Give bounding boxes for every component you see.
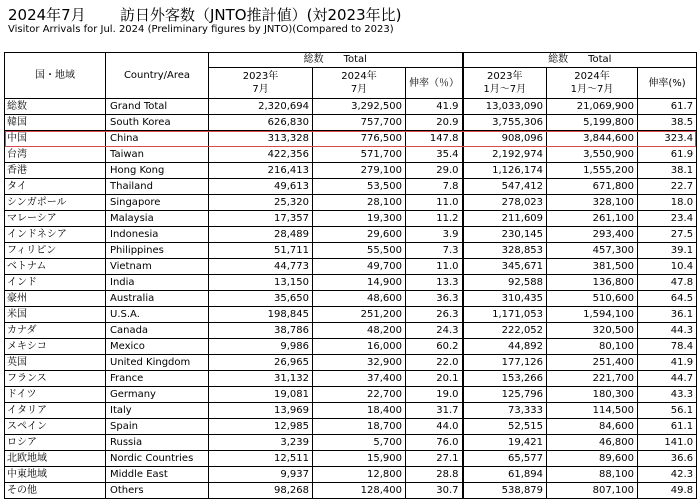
cell-month-rate: 11.0 [406,195,463,211]
cell-cumulative-2023: 153,266 [463,371,547,387]
cell-cumulative-2024: 261,100 [547,211,638,227]
cell-month-rate: 35.4 [406,147,463,163]
cell-month-2024: 29,600 [313,227,406,243]
cell-month-2023: 51,711 [209,243,313,259]
cell-month-rate: 41.9 [406,99,463,115]
table-row [5,371,697,387]
table-row [5,195,697,211]
cell-month-rate: 19.0 [406,387,463,403]
cell-cumulative-2024: 84,600 [547,419,638,435]
cell-cumulative-2023: 65,577 [463,451,547,467]
cell-month-rate: 147.8 [406,131,463,147]
cell-country-ja: フィリピン [5,243,106,259]
table-row [5,147,697,163]
cell-cumulative-rate: 47.8 [638,275,697,291]
cell-cumulative-2024: 136,800 [547,275,638,291]
cell-country-ja: 英国 [5,355,106,371]
cell-month-2023: 17,357 [209,211,313,227]
cell-cumulative-rate: 64.5 [638,291,697,307]
table-row [5,259,697,275]
cell-month-2024: 251,200 [313,307,406,323]
cell-cumulative-2024: 5,199,800 [547,115,638,131]
cell-cumulative-2023: 222,052 [463,323,547,339]
cell-cumulative-2023: 1,126,174 [463,163,547,179]
cell-month-2023: 13,150 [209,275,313,291]
table-row [5,323,697,339]
cell-month-2024: 128,400 [313,483,406,499]
cell-cumulative-rate: 44.3 [638,323,697,339]
cell-month-2023: 26,965 [209,355,313,371]
cell-cumulative-2023: 19,421 [463,435,547,451]
cell-country-en: Germany [106,387,209,403]
cell-cumulative-2024: 381,500 [547,259,638,275]
table-row [5,419,697,435]
cell-cumulative-2024: 1,555,200 [547,163,638,179]
cell-cumulative-2024: 3,550,900 [547,147,638,163]
table-row [5,291,697,307]
cell-month-2024: 19,300 [313,211,406,227]
cell-month-rate: 3.9 [406,227,463,243]
header-month-total: 総数 Total [209,53,463,68]
cell-cumulative-2023: 3,755,306 [463,115,547,131]
cell-month-2024: 757,700 [313,115,406,131]
table-row [5,307,697,323]
cell-month-2024: 12,800 [313,467,406,483]
cell-month-rate: 44.0 [406,419,463,435]
cell-country-ja: 総数 [5,99,106,115]
cell-cumulative-2024: 293,400 [547,227,638,243]
cell-month-2023: 25,320 [209,195,313,211]
cell-month-rate: 76.0 [406,435,463,451]
cell-month-2023: 9,986 [209,339,313,355]
cell-country-en: Grand Total [106,99,209,115]
cell-country-ja: フランス [5,371,106,387]
cell-cumulative-2024: 510,600 [547,291,638,307]
table-row [5,179,697,195]
cell-cumulative-2024: 807,100 [547,483,638,499]
cell-month-2023: 19,081 [209,387,313,403]
cell-cumulative-2023: 328,853 [463,243,547,259]
cell-cumulative-2024: 180,300 [547,387,638,403]
cell-month-2024: 15,900 [313,451,406,467]
cell-month-rate: 20.9 [406,115,463,131]
title-date: 2024年7月 [8,6,86,24]
cell-cumulative-rate: 61.9 [638,147,697,163]
cell-cumulative-2024: 671,800 [547,179,638,195]
header-country-ja: 国・地域 [5,53,106,99]
cell-month-2023: 9,937 [209,467,313,483]
cell-cumulative-rate: 61.1 [638,419,697,435]
cell-country-ja: 北欧地域 [5,451,106,467]
cell-cumulative-rate: 38.5 [638,115,697,131]
cell-month-2024: 776,500 [313,131,406,147]
cell-month-2023: 98,268 [209,483,313,499]
cell-cumulative-2024: 1,594,100 [547,307,638,323]
cell-month-rate: 60.2 [406,339,463,355]
cell-cumulative-rate: 18.0 [638,195,697,211]
header-month-2024: 2024年 7月 [313,68,406,99]
cell-month-2023: 626,830 [209,115,313,131]
cell-month-2023: 13,969 [209,403,313,419]
cell-month-rate: 11.2 [406,211,463,227]
cell-country-ja: ベトナム [5,259,106,275]
table-row [5,275,697,291]
header-cumulative-total: 総数 Total [463,53,697,68]
cell-cumulative-2024: 89,600 [547,451,638,467]
cell-month-2023: 422,356 [209,147,313,163]
cell-cumulative-2024: 46,800 [547,435,638,451]
cell-cumulative-2024: 88,100 [547,467,638,483]
cell-cumulative-rate: 39.1 [638,243,697,259]
cell-month-rate: 36.3 [406,291,463,307]
cell-cumulative-2024: 80,100 [547,339,638,355]
cell-month-2024: 49,700 [313,259,406,275]
cell-cumulative-2024: 114,500 [547,403,638,419]
table-row [5,467,697,483]
cell-cumulative-2023: 2,192,974 [463,147,547,163]
cell-cumulative-rate: 27.5 [638,227,697,243]
header-country-en: Country/Area [106,53,209,99]
cell-month-2023: 12,511 [209,451,313,467]
cell-cumulative-2024: 328,100 [547,195,638,211]
table-row [5,211,697,227]
cell-cumulative-2024: 320,500 [547,323,638,339]
cell-country-en: Philippines [106,243,209,259]
cell-month-2024: 53,500 [313,179,406,195]
cell-country-en: Mexico [106,339,209,355]
cell-month-rate: 28.8 [406,467,463,483]
cell-month-rate: 24.3 [406,323,463,339]
header-cumulative-2024: 2024年 1月～7月 [547,68,638,99]
cell-country-ja: 中国 [5,131,106,147]
cell-month-2023: 216,413 [209,163,313,179]
cell-country-ja: 米国 [5,307,106,323]
cell-country-en: South Korea [106,115,209,131]
title-main: 訪日外客数（JNTO推計値）(対2023年比) [120,6,402,24]
cell-country-en: China [106,131,209,147]
cell-country-en: Middle East [106,467,209,483]
cell-month-rate: 31.7 [406,403,463,419]
cell-country-en: Singapore [106,195,209,211]
visitor-arrivals-table [4,52,697,499]
cell-cumulative-rate: 323.4 [638,131,697,147]
cell-month-2024: 14,900 [313,275,406,291]
cell-cumulative-2023: 1,171,053 [463,307,547,323]
cell-month-rate: 13.3 [406,275,463,291]
cell-country-ja: インドネシア [5,227,106,243]
cell-country-ja: その他 [5,483,106,499]
cell-month-2024: 48,200 [313,323,406,339]
cell-month-rate: 11.0 [406,259,463,275]
cell-cumulative-2024: 21,069,900 [547,99,638,115]
cell-cumulative-2023: 44,892 [463,339,547,355]
cell-cumulative-2024: 221,700 [547,371,638,387]
cell-country-ja: 韓国 [5,115,106,131]
cell-cumulative-2023: 125,796 [463,387,547,403]
cell-cumulative-rate: 38.1 [638,163,697,179]
cell-cumulative-rate: 56.1 [638,403,697,419]
cell-country-en: Russia [106,435,209,451]
cell-country-ja: 台湾 [5,147,106,163]
cell-country-en: France [106,371,209,387]
cell-country-ja: 中東地域 [5,467,106,483]
cell-cumulative-2024: 251,400 [547,355,638,371]
header-cumulative-2023: 2023年 1月～7月 [463,68,547,99]
cell-country-en: Canada [106,323,209,339]
cell-month-rate: 27.1 [406,451,463,467]
cell-month-rate: 29.0 [406,163,463,179]
cell-country-ja: カナダ [5,323,106,339]
table-row [5,435,697,451]
cell-country-en: Australia [106,291,209,307]
cell-country-ja: ロシア [5,435,106,451]
cell-month-2023: 12,985 [209,419,313,435]
cell-cumulative-rate: 43.3 [638,387,697,403]
cell-cumulative-2023: 278,023 [463,195,547,211]
cell-month-2024: 18,700 [313,419,406,435]
cell-country-ja: 香港 [5,163,106,179]
cell-country-ja: 豪州 [5,291,106,307]
cell-month-2024: 5,700 [313,435,406,451]
cell-country-en: Indonesia [106,227,209,243]
cell-country-en: U.S.A. [106,307,209,323]
table-row [5,339,697,355]
cell-cumulative-rate: 23.4 [638,211,697,227]
cell-cumulative-2023: 13,033,090 [463,99,547,115]
cell-month-2023: 198,845 [209,307,313,323]
cell-cumulative-2023: 211,609 [463,211,547,227]
cell-country-ja: スペイン [5,419,106,435]
cell-cumulative-rate: 41.9 [638,355,697,371]
page-subtitle: Visitor Arrivals for Jul. 2024 (Preliminary figures by JNTO)(Compared to 2023) [8,24,394,35]
header-month-2023: 2023年 7月 [209,68,313,99]
header-cumulative-rate: 伸率(%) [638,68,697,99]
cell-month-2024: 55,500 [313,243,406,259]
cell-month-2023: 44,773 [209,259,313,275]
cell-month-2023: 49,613 [209,179,313,195]
cell-month-rate: 7.3 [406,243,463,259]
cell-cumulative-2023: 908,096 [463,131,547,147]
cell-country-en: Others [106,483,209,499]
cell-country-en: Thailand [106,179,209,195]
cell-month-2024: 571,700 [313,147,406,163]
cell-cumulative-rate: 42.3 [638,467,697,483]
cell-cumulative-2023: 92,588 [463,275,547,291]
cell-country-ja: ドイツ [5,387,106,403]
cell-cumulative-2023: 177,126 [463,355,547,371]
cell-month-2023: 2,320,694 [209,99,313,115]
cell-month-2023: 35,650 [209,291,313,307]
cell-month-2023: 31,132 [209,371,313,387]
cell-month-rate: 30.7 [406,483,463,499]
table-row [5,131,697,147]
table-row [5,115,697,131]
cell-month-rate: 7.8 [406,179,463,195]
cell-country-en: Vietnam [106,259,209,275]
cell-cumulative-rate: 10.4 [638,259,697,275]
cell-cumulative-rate: 78.4 [638,339,697,355]
cell-cumulative-2023: 310,435 [463,291,547,307]
cell-month-2024: 3,292,500 [313,99,406,115]
cell-cumulative-rate: 44.7 [638,371,697,387]
cell-country-en: Nordic Countries [106,451,209,467]
cell-month-2024: 37,400 [313,371,406,387]
cell-cumulative-2023: 547,412 [463,179,547,195]
page-title [8,4,402,26]
cell-country-ja: シンガポール [5,195,106,211]
cell-month-2023: 3,239 [209,435,313,451]
cell-month-2024: 32,900 [313,355,406,371]
cell-month-2024: 28,100 [313,195,406,211]
table-row [5,163,697,179]
cell-month-rate: 22.0 [406,355,463,371]
table-row [5,227,697,243]
cell-cumulative-rate: 49.8 [638,483,697,499]
cell-cumulative-rate: 36.1 [638,307,697,323]
cell-cumulative-2023: 345,671 [463,259,547,275]
cell-country-en: United Kingdom [106,355,209,371]
cell-cumulative-2023: 61,894 [463,467,547,483]
cell-country-ja: マレーシア [5,211,106,227]
cell-month-2024: 18,400 [313,403,406,419]
cell-cumulative-rate: 36.6 [638,451,697,467]
table-row [5,243,697,259]
cell-cumulative-2023: 538,879 [463,483,547,499]
cell-month-rate: 20.1 [406,371,463,387]
cell-cumulative-2023: 73,333 [463,403,547,419]
table-row [5,403,697,419]
cell-country-en: Hong Kong [106,163,209,179]
cell-country-en: Spain [106,419,209,435]
cell-cumulative-2024: 3,844,600 [547,131,638,147]
table-body [5,99,697,499]
cell-cumulative-rate: 141.0 [638,435,697,451]
cell-month-2024: 16,000 [313,339,406,355]
cell-month-rate: 26.3 [406,307,463,323]
cell-month-2024: 48,600 [313,291,406,307]
cell-month-2023: 38,786 [209,323,313,339]
table-row [5,483,697,499]
table-row [5,355,697,371]
cell-country-ja: メキシコ [5,339,106,355]
cell-country-en: India [106,275,209,291]
table-row [5,99,697,115]
header-month-rate: 伸率（％） [406,68,463,99]
cell-cumulative-2023: 52,515 [463,419,547,435]
cell-cumulative-2023: 230,145 [463,227,547,243]
cell-month-2023: 28,489 [209,227,313,243]
cell-month-2023: 313,328 [209,131,313,147]
cell-country-en: Malaysia [106,211,209,227]
cell-country-ja: インド [5,275,106,291]
cell-cumulative-rate: 22.7 [638,179,697,195]
table-row [5,451,697,467]
cell-month-2024: 22,700 [313,387,406,403]
cell-cumulative-2024: 457,300 [547,243,638,259]
cell-month-2024: 279,100 [313,163,406,179]
cell-country-en: Taiwan [106,147,209,163]
table-row [5,387,697,403]
cell-country-ja: イタリア [5,403,106,419]
cell-cumulative-rate: 61.7 [638,99,697,115]
cell-country-en: Italy [106,403,209,419]
cell-country-ja: タイ [5,179,106,195]
